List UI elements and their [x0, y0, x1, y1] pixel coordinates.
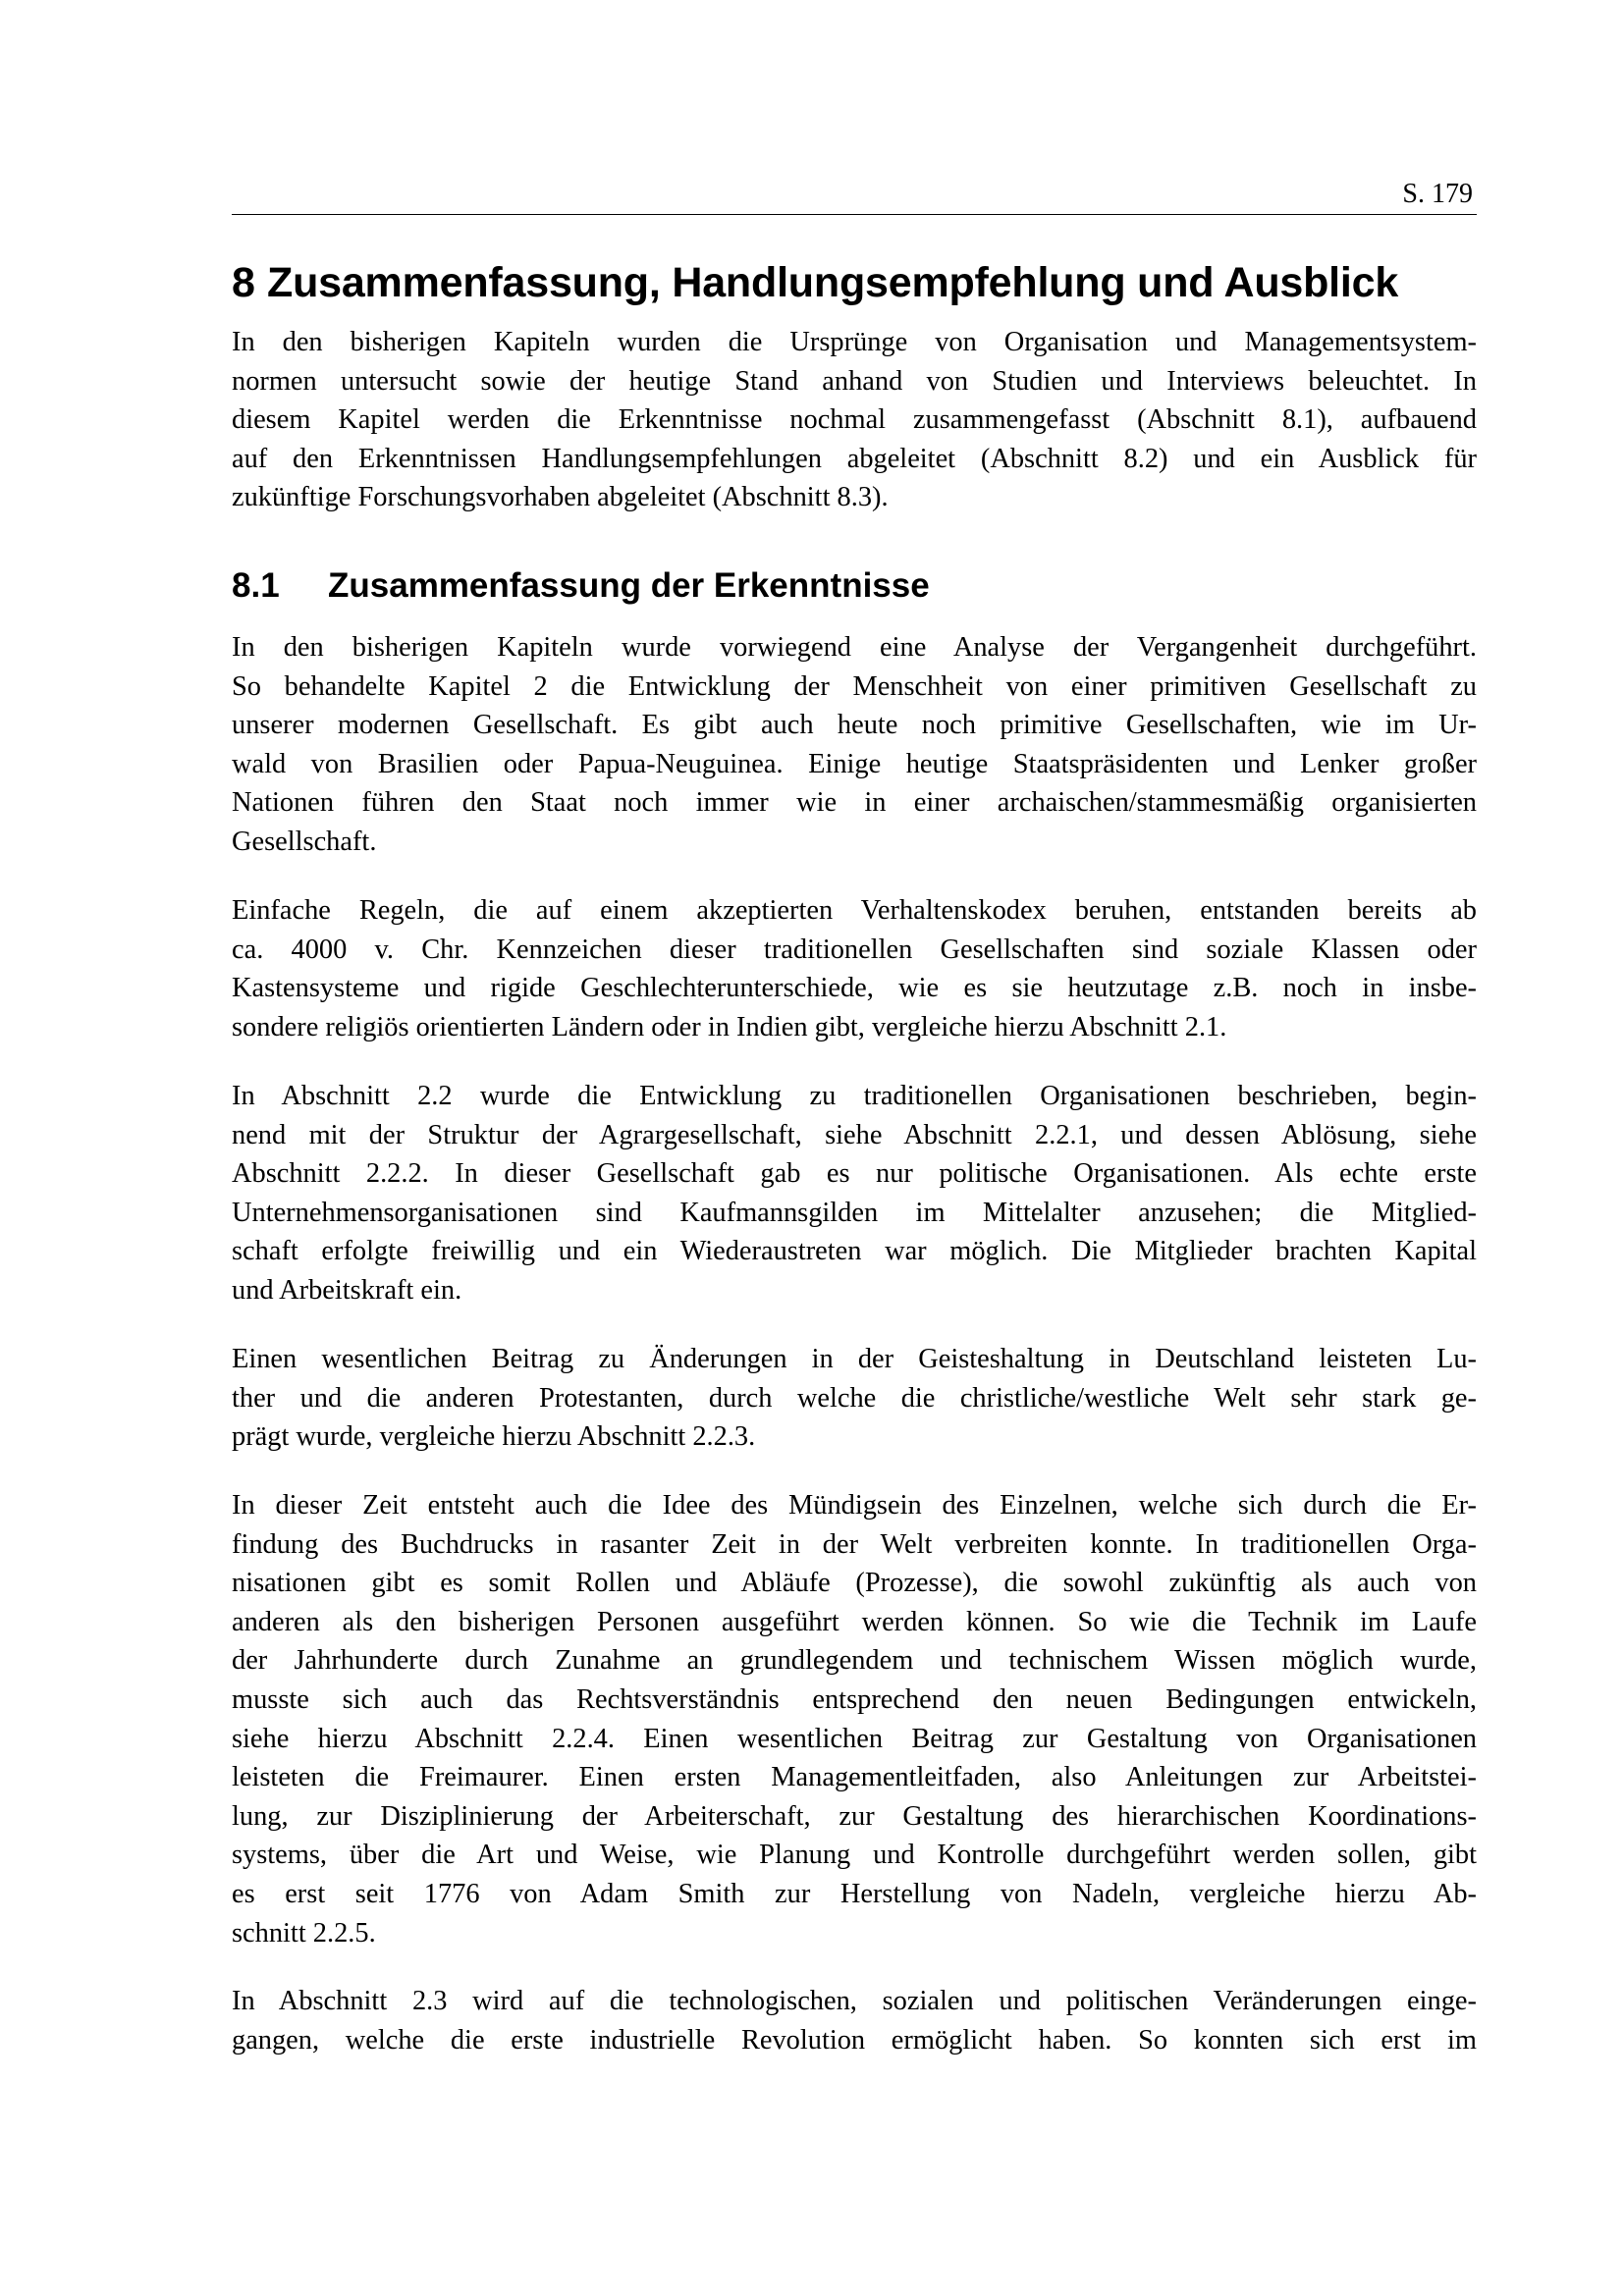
page-number: S. 179 — [1402, 179, 1473, 209]
section-heading — [232, 560, 1477, 613]
text-line: Nationen führen den Staat noch immer wie in einer archaischen/stammesmäßig organisierten — [232, 787, 1477, 819]
text-line: In Abschnitt 2.2 wurde die Entwicklung zu traditionellen Organisationen beschrieben, begin- — [232, 1081, 1477, 1111]
body-paragraph — [232, 1982, 1477, 2059]
text-line: anderen als den bisherigen Personen ausgeführt werden können. So wie die Technik im Laufe — [232, 1606, 1477, 1637]
section-title: Zusammenfassung der Erkenntnisse — [328, 566, 930, 605]
text-line: leisteten die Freimaurer. Einen ersten Managementleitfaden, also Anleitungen zur Arbeitstei- — [232, 1762, 1477, 1793]
text-line: In den bisherigen Kapiteln wurde vorwiegend eine Analyse der Vergangenheit durchgeführt. — [232, 632, 1477, 663]
text-line: der Jahrhunderte durch Zunahme an grundlegendem und technischem Wissen möglich wurde, — [232, 1645, 1477, 1677]
text-line: Einfache Regeln, die auf einem akzeptierten Verhaltenskodex beruhen, entstanden bereits ab — [232, 895, 1477, 926]
running-header — [232, 177, 1477, 215]
text-line: In den bisherigen Kapiteln wurden die Ursprünge von Organisation und Managementsystem- — [232, 327, 1477, 357]
chapter-intro-paragraph — [232, 323, 1477, 517]
text-line: wald von Brasilien oder Papua-Neuguinea. Einige heutige Staatspräsidenten und Lenker großer — [232, 748, 1477, 779]
text-line: Einen wesentlichen Beitrag zu Änderungen in der Geisteshaltung in Deutschland leisteten Lu- — [232, 1344, 1477, 1374]
text-line: nend mit der Struktur der Agrargesellschaft, siehe Abschnitt 2.2.1, und dessen Ablösung, siehe — [232, 1119, 1477, 1150]
body-paragraph — [232, 628, 1477, 862]
text-line: und Arbeitskraft ein. — [232, 1274, 462, 1306]
text-line: Kastensysteme und rigide Geschlechterunterschiede, wie es sie heutzutage z.B. noch in insbe- — [232, 973, 1477, 1004]
text-line: prägt wurde, vergleiche hierzu Abschnitt 2.2.3. — [232, 1421, 756, 1453]
text-line: es erst seit 1776 von Adam Smith zur Herstellung von Nadeln, vergleiche hierzu Ab- — [232, 1878, 1477, 1909]
text-line: nisationen gibt es somit Rollen und Abläufe (Prozesse), die sowohl zukünftig als auch von — [232, 1568, 1477, 1599]
chapter-number: 8 — [232, 259, 255, 306]
body-paragraph — [232, 1486, 1477, 1952]
text-line: schaft erfolgte freiwillig und ein Wiederaustreten war möglich. Die Mitglieder brachten Kapital — [232, 1236, 1477, 1267]
text-line: Gesellschaft. — [232, 826, 377, 857]
chapter-title: Zusammenfassung, Handlungsempfehlung und Ausblick — [267, 259, 1399, 306]
text-line: So behandelte Kapitel 2 die Entwicklung der Menschheit von einer primitiven Gesellschaft zu — [232, 670, 1477, 702]
text-line: normen untersucht sowie der heutige Stand anhand von Studien und Interviews beleuchtet. In — [232, 365, 1477, 397]
text-line: diesem Kapitel werden die Erkenntnisse nochmal zusammengefasst (Abschnitt 8.1), aufbauend — [232, 404, 1477, 436]
text-line: auf den Erkenntnissen Handlungsempfehlungen abgeleitet (Abschnitt 8.2) und ein Ausblick für — [232, 443, 1477, 474]
text-line: lung, zur Disziplinierung der Arbeiterschaft, zur Gestaltung des hierarchischen Koordinations- — [232, 1800, 1477, 1832]
body-paragraph — [232, 1077, 1477, 1310]
text-line: gangen, welche die erste industrielle Revolution ermöglicht haben. So konnten sich erst im — [232, 2024, 1477, 2056]
text-line: sondere religiös orientierten Ländern oder in Indien gibt, vergleiche hierzu Abschnitt 2.1. — [232, 1011, 1227, 1042]
text-line: Abschnitt 2.2.2. In dieser Gesellschaft gab es nur politische Organisationen. Als echte erste — [232, 1158, 1477, 1190]
text-line: schnitt 2.2.5. — [232, 1917, 376, 1949]
body-paragraph — [232, 1340, 1477, 1457]
text-line: ca. 4000 v. Chr. Kennzeichen dieser traditionellen Gesellschaften sind soziale Klassen oder — [232, 934, 1477, 965]
text-line: systems, über die Art und Weise, wie Planung und Kontrolle durchgeführt werden sollen, gibt — [232, 1840, 1477, 1871]
text-line: findung des Buchdrucks in rasanter Zeit in der Welt verbreiten konnte. In traditionellen Orga- — [232, 1528, 1477, 1560]
text-line: Unternehmensorganisationen sind Kaufmannsgilden im Mittelalter anzusehen; die Mitglied- — [232, 1197, 1477, 1228]
text-line: unserer modernen Gesellschaft. Es gibt auch heute noch primitive Gesellschaften, wie im Ur- — [232, 710, 1477, 741]
body-paragraph — [232, 891, 1477, 1046]
text-line: siehe hierzu Abschnitt 2.2.4. Einen wesentlichen Beitrag zur Gestaltung von Organisationen — [232, 1723, 1477, 1754]
text-line: In dieser Zeit entsteht auch die Idee des Mündigsein des Einzelnen, welche sich durch die Er- — [232, 1490, 1477, 1521]
text-line: ther und die anderen Protestanten, durch welche die christliche/westliche Welt sehr stark ge- — [232, 1382, 1477, 1414]
chapter-heading — [232, 253, 1477, 312]
text-line: In Abschnitt 2.3 wird auf die technologischen, sozialen und politischen Veränderungen einge- — [232, 1986, 1477, 2016]
text-line: zukünftige Forschungsvorhaben abgeleitet (Abschnitt 8.3). — [232, 482, 889, 513]
text-line: musste sich auch das Rechtsverständnis entsprechend den neuen Bedingungen entwickeln, — [232, 1683, 1477, 1715]
section-number: 8.1 — [232, 566, 280, 605]
